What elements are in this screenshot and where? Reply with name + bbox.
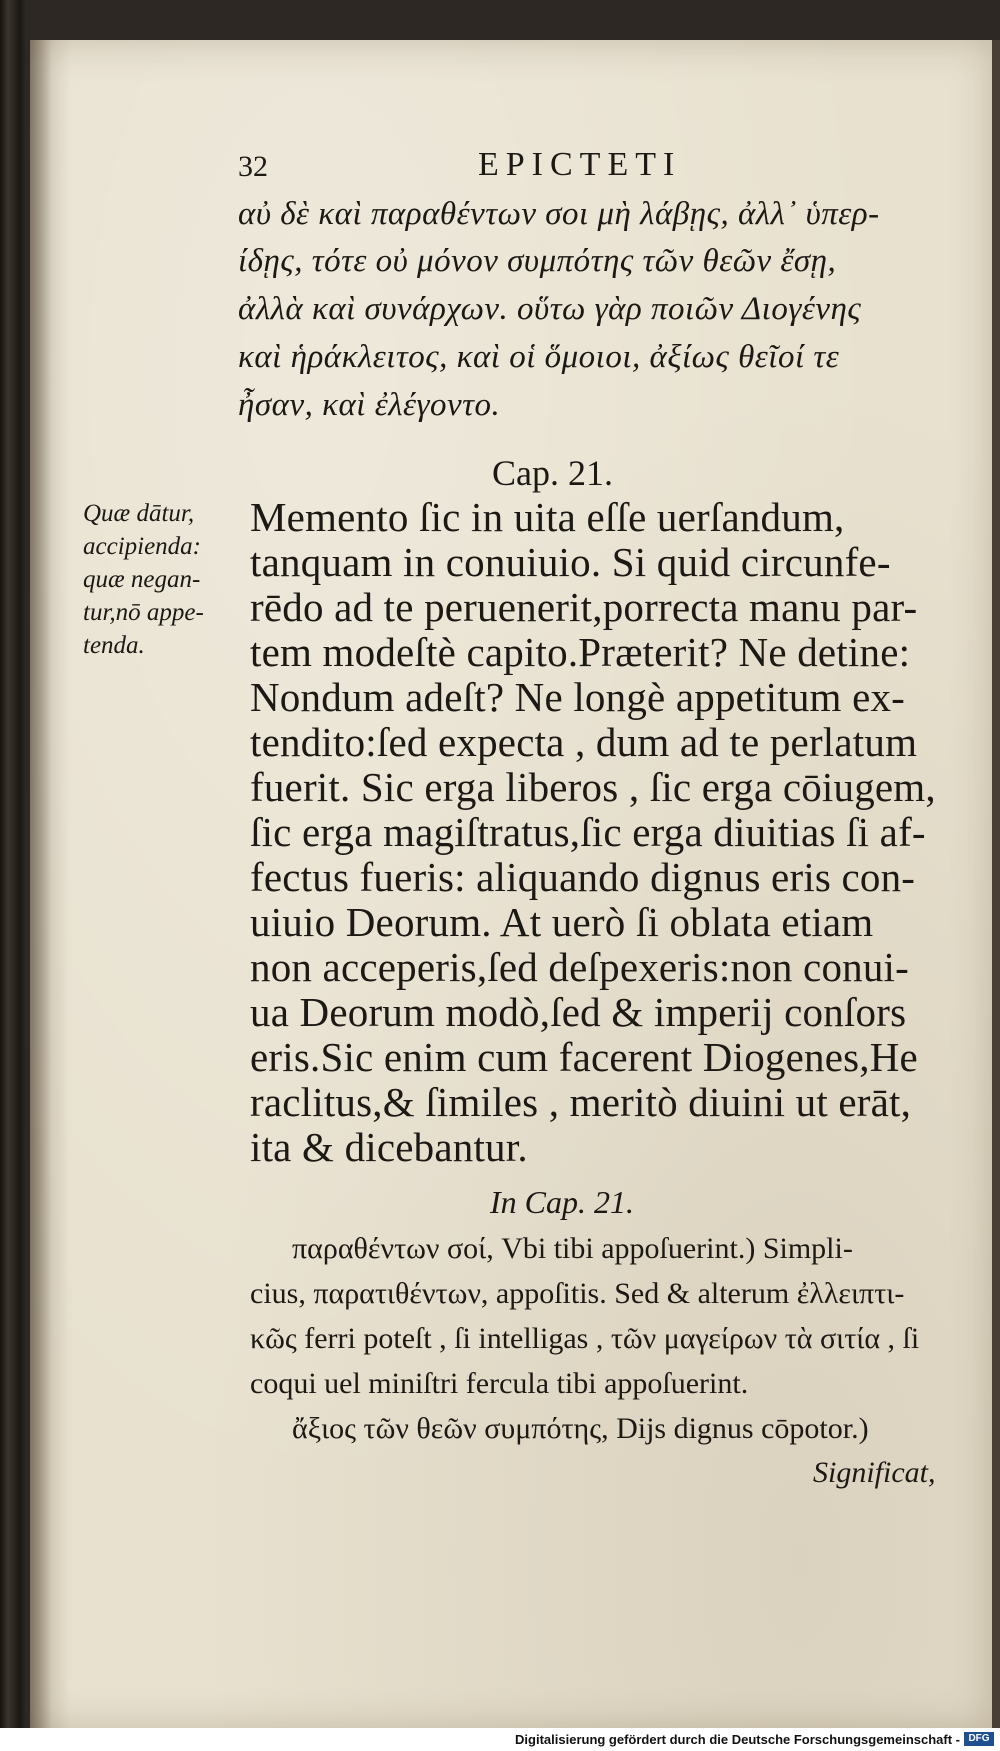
commentary-heading: In Cap. 21. (490, 1184, 634, 1220)
margin-note-line: accipienda: (83, 533, 202, 560)
latin-line: rēdo ad te peruenerit,porrecta manu par- (250, 584, 918, 630)
latin-line: tem modeſtè capito.Præterit? Ne detine: (250, 629, 911, 675)
latin-line: tanquam in conuiuio. Si quid circunfe- (250, 539, 891, 585)
latin-line: ita & dicebantur. (250, 1124, 528, 1170)
dfg-logo: DFG (964, 1732, 994, 1746)
latin-line: raclitus,& ſimiles , meritò diuini ut erāt, (250, 1079, 912, 1125)
commentary-line: coqui uel miniſtri fercula tibi appoſuerint. (250, 1367, 749, 1400)
commentary-line: παραθέντων σοί, Vbi tibi appoſuerint.) Simpli- (292, 1232, 853, 1265)
chapter-heading: Cap. 21. (492, 453, 613, 493)
latin-line: tendito:ſed expecta , dum ad te perlatum (250, 719, 918, 765)
greek-line: ίδῃς, τότε οὐ μόνον συμπότης τῶν θεῶν ἔσῃ, (238, 243, 837, 279)
latin-line: fectus fueris: aliquando dignus eris con- (250, 854, 916, 900)
running-title: EPICTETI (478, 146, 682, 183)
latin-line: Memento ſic in uita eſſe uerſandum, (250, 494, 845, 540)
greek-line: ἀλλὰ καὶ συνάρχων. οὕτω γὰρ ποιῶν Διογένης (238, 291, 862, 327)
margin-note-line: tenda. (83, 632, 145, 659)
latin-line: ua Deorum modò,ſed & imperij conſors (250, 989, 907, 1035)
greek-line: καὶ ἡράκλειτος, καὶ οἱ ὅμοιοι, ἀξίως θεῖοί τε (238, 339, 840, 375)
page-number: 32 (238, 150, 268, 183)
greek-line: ἦσαν, καὶ ἐλέγοντο. (238, 387, 501, 423)
latin-line: ſic erga magiſtratus,ſic erga diuitias ſi af- (250, 809, 926, 855)
digitization-footer (0, 1728, 1000, 1751)
margin-note-line: quæ negan- (83, 566, 201, 593)
margin-note-line: Quæ dātur, (83, 500, 195, 527)
commentary-line: κῶς ferri poteſt , ſi intelligas , τῶν μαγείρων τὰ σιτία , ſi (250, 1322, 920, 1355)
gutter-shadow (30, 40, 52, 1730)
latin-line: fuerit. Sic erga liberos , ſic erga cōiugem, (250, 764, 936, 810)
page-edge (992, 40, 1000, 1730)
commentary-line: ἄξιος τῶν θεῶν συμπότης, Dijs dignus cōpotor.) (292, 1412, 869, 1445)
footer-credit: Digitalisierung gefördert durch die Deutsche Forschungsgemeinschaft - (515, 1732, 960, 1747)
latin-line: non acceperis,ſed deſpexeris:non conui- (250, 944, 909, 990)
greek-line: αὐ δὲ καὶ παραθέντων σοι μὴ λάβῃς, ἀλλ᾽ ὑπερ- (238, 196, 880, 232)
margin-note-line: tur,nō appe- (83, 599, 204, 626)
latin-line: uiuio Deorum. At uerò ſi oblata etiam (250, 899, 874, 945)
catchword: Significat, (813, 1456, 936, 1489)
latin-line: eris.Sic enim cum facerent Diogenes,He (250, 1034, 918, 1080)
latin-line: Nondum adeſt? Ne longè appetitum ex- (250, 674, 906, 720)
commentary-line: cius, παρατιθέντων, appoſitis. Sed & alterum ἐλλειπτι- (250, 1277, 905, 1310)
